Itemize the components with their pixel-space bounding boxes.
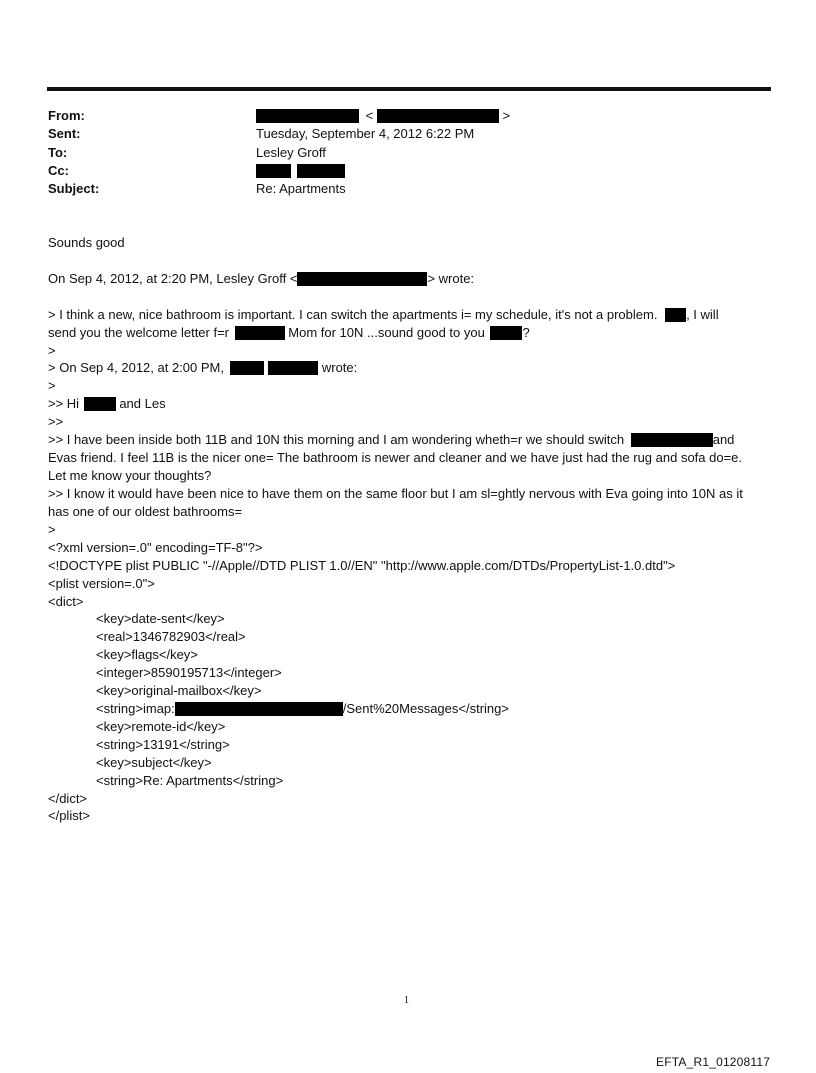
body-line: >> (48, 414, 64, 429)
redaction-block (256, 164, 291, 178)
from-gt: > (502, 108, 511, 123)
document-id: EFTA_R1_01208117 (656, 1055, 771, 1069)
plist-line: <!DOCTYPE plist PUBLIC "-//Apple//DTD PLIST 1.0//EN" "http://www.apple.com/DTDs/PropertyList-1.0.dtd"> (48, 558, 676, 573)
body-text: wrote: (321, 360, 358, 375)
from-value (256, 108, 510, 124)
body-text: Mom for 10N ...sound good to you (288, 325, 485, 340)
redaction-block (230, 361, 264, 375)
redaction-block (175, 702, 343, 716)
sent-label: Sent: (48, 126, 81, 141)
redaction-block (256, 109, 359, 123)
redaction-block (631, 433, 713, 447)
plist-line: <real>1346782903</real> (96, 629, 246, 644)
body-line: > (48, 343, 56, 358)
body-text: > wrote: (427, 271, 475, 286)
plist-line: <key>flags</key> (96, 647, 198, 662)
body-line (48, 325, 530, 341)
plist-line (96, 701, 509, 717)
subject-value: Re: Apartments (256, 181, 346, 196)
body-line: Evas friend. I feel 11B is the nicer one= The bathroom is newer and cleaner and we have just had the rug and sofa do=e. (48, 450, 743, 465)
plist-line: <integer>8590195713</integer> (96, 665, 282, 680)
cc-label: Cc: (48, 163, 69, 178)
redaction-block (84, 397, 116, 411)
body-line (48, 307, 719, 323)
plist-line: <?xml version=.0" encoding=TF-8"?> (48, 540, 263, 555)
redaction-block (268, 361, 318, 375)
header-rule (47, 87, 771, 91)
body-line: > (48, 522, 56, 537)
redaction-block (297, 272, 427, 286)
plist-line: <dict> (48, 594, 84, 609)
plist-text: <string>imap: (96, 701, 175, 716)
sent-value: Tuesday, September 4, 2012 6:22 PM (256, 126, 475, 141)
body-line: has one of our oldest bathrooms= (48, 504, 243, 519)
body-text: > On Sep 4, 2012, at 2:00 PM, (48, 360, 224, 375)
body-line (48, 271, 474, 287)
plist-line: <string>Re: Apartments</string> (96, 773, 284, 788)
to-label: To: (48, 145, 68, 160)
redaction-block (665, 308, 686, 322)
plist-line: <plist version=.0"> (48, 576, 155, 591)
page-number: 1 (404, 995, 409, 1006)
body-text: and Les (119, 396, 166, 411)
body-text: , I will (686, 307, 719, 322)
body-line (48, 396, 166, 412)
plist-text: /Sent%20Messages</string> (342, 701, 509, 716)
body-text: > I think a new, nice bathroom is important. I can switch the apartments i= my schedule, it's not a problem. (48, 307, 658, 322)
plist-line: <key>original-mailbox</key> (96, 683, 262, 698)
redaction-block (297, 164, 345, 178)
body-text: and (712, 432, 735, 447)
body-text: >> Hi (48, 396, 80, 411)
cc-value (256, 163, 345, 179)
body-line (48, 432, 734, 448)
body-line: > (48, 378, 56, 393)
body-line: >> I know it would have been nice to have them on the same floor but I am sl=ghtly nervous with Eva going into 10N as it (48, 486, 743, 501)
redaction-block (377, 109, 499, 123)
plist-line: <key>subject</key> (96, 755, 212, 770)
body-line: Let me know your thoughts? (48, 468, 212, 483)
redaction-block (490, 326, 522, 340)
subject-label: Subject: (48, 181, 100, 196)
plist-line: <key>remote-id</key> (96, 719, 226, 734)
body-text: ? (522, 325, 530, 340)
body-text: On Sep 4, 2012, at 2:20 PM, Lesley Groff < (48, 271, 298, 286)
body-line (48, 360, 357, 376)
from-lt: < (365, 108, 374, 123)
plist-line: </plist> (48, 808, 90, 823)
body-text: >> I have been inside both 11B and 10N this morning and I am wondering wheth=r we should switch (48, 432, 625, 447)
from-label: From: (48, 108, 85, 123)
body-line: Sounds good (48, 235, 125, 250)
to-value: Lesley Groff (256, 145, 326, 160)
plist-line: </dict> (48, 791, 88, 806)
plist-line: <key>date-sent</key> (96, 611, 225, 626)
body-text: send you the welcome letter f=r (48, 325, 230, 340)
plist-line: <string>13191</string> (96, 737, 230, 752)
redaction-block (235, 326, 285, 340)
